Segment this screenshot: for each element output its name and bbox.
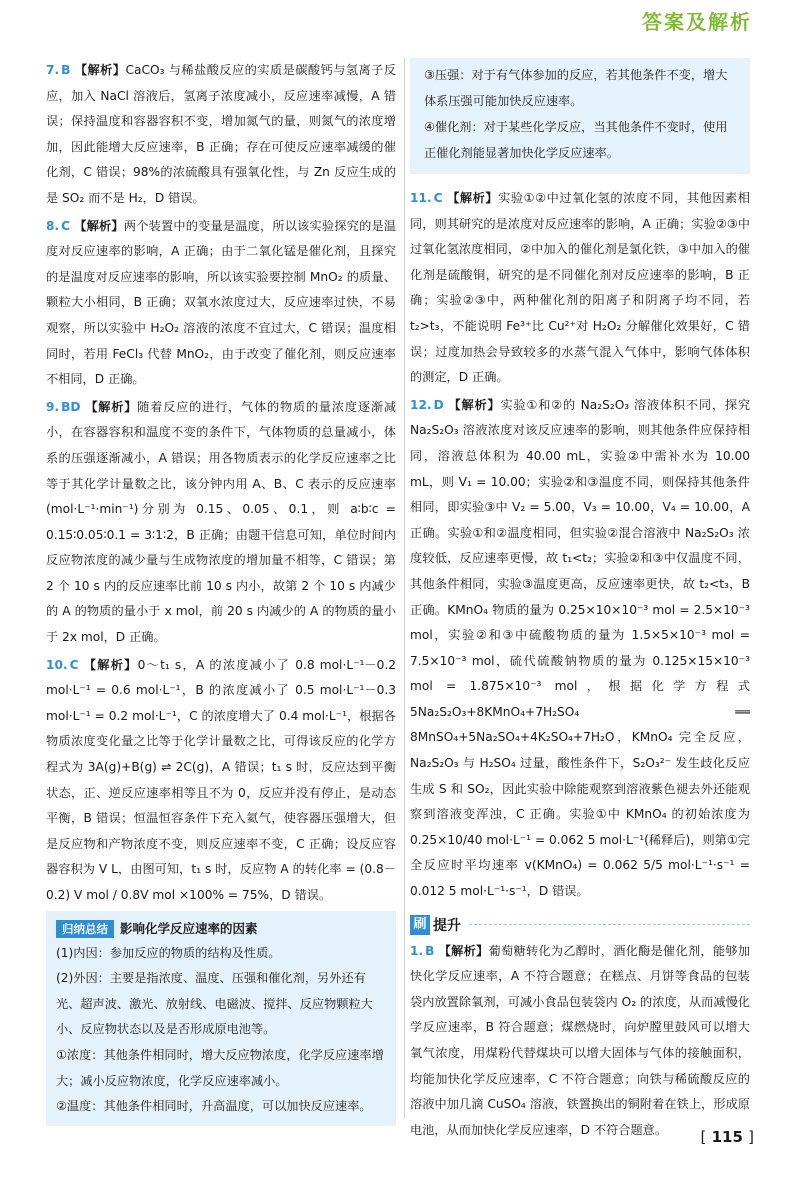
analysis-text: CaCO₃ 与稀盐酸反应的实质是碳酸钙与氢离子反应，加入 NaCl 溶液后，氢离子浓度减小，反应速率减慢，A 错误；保持温度和容器容积不变，增加氮气的量，则氮气的浓度增加，因此能增大反应速率，B 正确；存在可使反应速率减缓的催化剂，C 错误；98%的浓硫酸具有强氧化性，与 Zn 反应生成的是 SO₂ 而不是 H₂，D 错误。 [46,63,397,205]
answer-letter: C [61,218,71,233]
summary-item: ②温度：其他条件相同时，升高温度，可以加快反应速率。 [56,1099,372,1114]
summary-label: 归纳总结 [56,920,114,938]
analysis-tag: 【解析】 [74,63,126,77]
answer-letter: C [69,657,79,672]
page-number: [ 115 ] [700,1128,754,1146]
section-header [410,915,750,935]
question-number: 10. [46,657,68,672]
summary-heading [56,917,386,941]
analysis-tag: 【解析】 [84,399,138,414]
summary-item: ③压强：对于有气体参加的反应，若其他条件不变，增大体系压强可能加快反应速率。 [424,68,728,108]
answer-10 [46,653,396,909]
header-title: 答案及解析 [642,10,752,34]
answer-9 [46,395,396,651]
left-column [46,58,396,1126]
section-label: 提升 [433,917,461,934]
analysis-tag: 【解析】 [446,191,499,205]
answer-1 [410,939,750,1144]
answer-letter: B [61,63,71,77]
summary-item: ④催化剂：对于某些化学反应，当其他条件不变时，使用正催化剂能显著加快化学反应速率。 [424,120,728,160]
answer-letter: B [425,943,435,958]
section-divider [469,924,750,925]
answer-11 [410,186,750,391]
question-number: 7. [46,63,60,77]
answer-8 [46,214,396,393]
summary-item: (1)内因：参加反应的物质的结构及性质。 [56,945,281,960]
question-number: 11. [410,191,432,205]
analysis-tag: 【解析】 [74,218,124,233]
answer-7 [46,58,396,212]
analysis-text: 实验①和②的 Na₂S₂O₃ 溶液体积不同，探究 Na₂S₂O₃ 溶液浓度对该反应速率的影响，则其他条件应保持相同，溶液总体积为 40.00 mL，实验②中需补水为 10.00 mL，则 V₁ = 10.00；实验②和③温度不同，则保持其他条件相同，即实验③中 V₂ = 5.00，V₃ = 10.00，V₄ = 10.00，A 正确。实验①和②温度相同，但实验②混合溶液中 Na₂S₂O₃ 浓度较低，反应速率更慢，故 t₁<t₂；实验②和③中仅温度不同，其他条件相同，实验③温度更高，反应速率更快，故 t₂<t₃，B 正确。KMnO₄ 物质的量为 0.25×10×10⁻³ mol = 2.5×10⁻³ mol，实验②和③中硫酸物质的量为 1.5×5×10⁻³ mol = 7.5×10⁻³ mol，硫代硫酸钠物质的量为 0.125×15×10⁻³ mol = 1.875×10⁻³ mol，根据化学方程式 5Na₂S₂O₃+8KMnO₄+7H₂SO₄ ══ 8MnSO₄+5Na₂SO₄+4K₂SO₄+7H₂O，KMnO₄ 完全反应，Na₂S₂O₃ 与 H₂SO₄ 过量，酸性条件下，S₂O₃²⁻ 发生歧化反应生成 S 和 SO₂，因此实验中除能观察到溶液紫色褪去外还能观察到溶液变浑浊，C 正确。实验①中 KMnO₄ 的初始浓度为 0.25×10/40 mol·L⁻¹ = 0.062 5 mol·L⁻¹(稀释后)，则第①完全反应时平均速率 v(KMnO₄) = 0.062 5/5 mol·L⁻¹·s⁻¹ = 0.012 5 mol·L⁻¹·s⁻¹，D 错误。 [410,397,751,899]
summary-box-continued [410,58,750,174]
column-divider [404,58,405,1118]
brush-icon: 刷 [410,915,430,935]
question-number: 8. [46,218,60,233]
analysis-tag: 【解析】 [438,943,489,958]
question-number: 12. [410,397,432,412]
question-number: 1. [410,943,424,958]
question-number: 9. [46,399,60,414]
summary-title: 影响化学反应速率的因素 [120,920,258,936]
analysis-text: 随着反应的进行，气体的物质的量浓度逐渐减小，在容器容积和温度不变的条件下，气体物质的总量减小，体系的压强逐渐减小，A 错误；用各物质表示的化学反应速率之比等于其化学计量数之比，该分钟内用 A、B、C 表示的反应速率(mol·L⁻¹·min⁻¹)分别为 0.15、0.05、0.1，则 a∶b∶c = 0.15∶0.05∶0.1 = 3∶1∶2，B 正确；由题干信息可知，单位时间内反应物浓度的减少量与生成物浓度的增加量不相等，C 错误；第 2 个 10 s 内的反应速率比前 10 s 内小，故第 2 个 10 s 内减少的 A 的物质的量小于 x mol，前 20 s 内减少的 A 的物质的量小于 2x mol，D 正确。 [46,399,397,645]
analysis-tag: 【解析】 [447,397,501,412]
answer-12 [410,393,750,905]
answer-letter: BD [61,399,81,414]
analysis-text: 葡萄糖转化为乙醇时，酒化酶是催化剂，能够加快化学反应速率，A 不符合题意；在糕点、月饼等食品的包装袋内放置除氧剂，可减小食品包装袋内 O₂ 的浓度，从而减慢化学反应速率，B 符合题意；煤燃烧时，向炉膛里鼓风可以增大氧气浓度，用煤粉代替煤块可以增大固体与气体的接触面积，均能加快化学反应速率，C 不符合题意；向铁与稀硫酸反应的溶液中加几滴 CuSO₄ 溶液，铁置换出的铜附着在铁上，形成原电池，从而加快化学反应速率，D 不符合题意。 [410,943,751,1137]
analysis-tag: 【解析】 [82,657,138,672]
analysis-text: 实验①②中过氧化氢的浓度不同，其他因素相同，则其研究的是浓度对反应速率的影响，A 正确；实验②③中过氧化氢浓度相同，②中加入的催化剂是氯化铁，③中加入的催化剂是硫酸铜，研究的是不同催化剂对反应速率的影响，B 正确；实验②③中，两种催化剂的阳离子和阴离子均不同，若 t₂>t₃，不能说明 Fe³⁺比 Cu²⁺对 H₂O₂ 分解催化效果好，C 错误；过度加热会导致较多的水蒸气混入气体中，影响气体体积的测定，D 正确。 [410,191,750,385]
right-column [410,58,750,1145]
summary-item: ①浓度：其他条件相同时，增大反应物浓度，化学反应速率增大；减小反应物浓度，化学反应速率减小。 [56,1047,384,1088]
analysis-text: 0～t₁ s，A 的浓度减小了 0.8 mol·L⁻¹－0.2 mol·L⁻¹ = 0.6 mol·L⁻¹，B 的浓度减小了 0.5 mol·L⁻¹－0.3 mol·L⁻¹ = 0.2 mol·L⁻¹，C 的浓度增大了 0.4 mol·L⁻¹，根据各物质浓度变化量之比等于化学计量数之比，可得该反应的化学方程式为 3A(g)+B(g) ⇌ 2C(g)，A 错误；t₁ s 时，反应达到平衡状态，正、逆反应速率相等且不为 0，反应并没有停止，是动态平衡，B 错误；恒温恒容条件下充入氦气，使容器压强增大，但是反应物和产物浓度不变，则反应速率不变，C 正确；设反应容器容积为 V L，由图可知，t₁ s 时，反应物 A 的转化率 = (0.8－0.2) V mol / 0.8V mol ×100% = 75%，D 错误。 [46,657,396,902]
answer-letter: C [433,191,443,205]
summary-item: (2)外因：主要是指浓度、温度、压强和催化剂，另外还有光、超声波、激光、放射线、电磁波、搅拌、反应物颗粒大小、反应物状态以及是否形成原电池等。 [56,971,373,1037]
answer-letter: D [433,397,444,412]
summary-box [46,911,396,1126]
analysis-text: 两个装置中的变量是温度，所以该实验探究的是温度对反应速率的影响，A 正确；由于二氧化锰是催化剂，且探究的是温度对反应速率的影响，所以该实验要控制 MnO₂ 的质量、颗粒大小相同，B 正确；双氧水浓度过大，反应速率过快，不易观察，所以实验中 H₂O₂ 溶液的浓度不宜过大，C 错误；温度相同时，若用 FeCl₃ 代替 MnO₂，由于改变了催化剂，则反应速率不相同，D 正确。 [46,218,397,387]
